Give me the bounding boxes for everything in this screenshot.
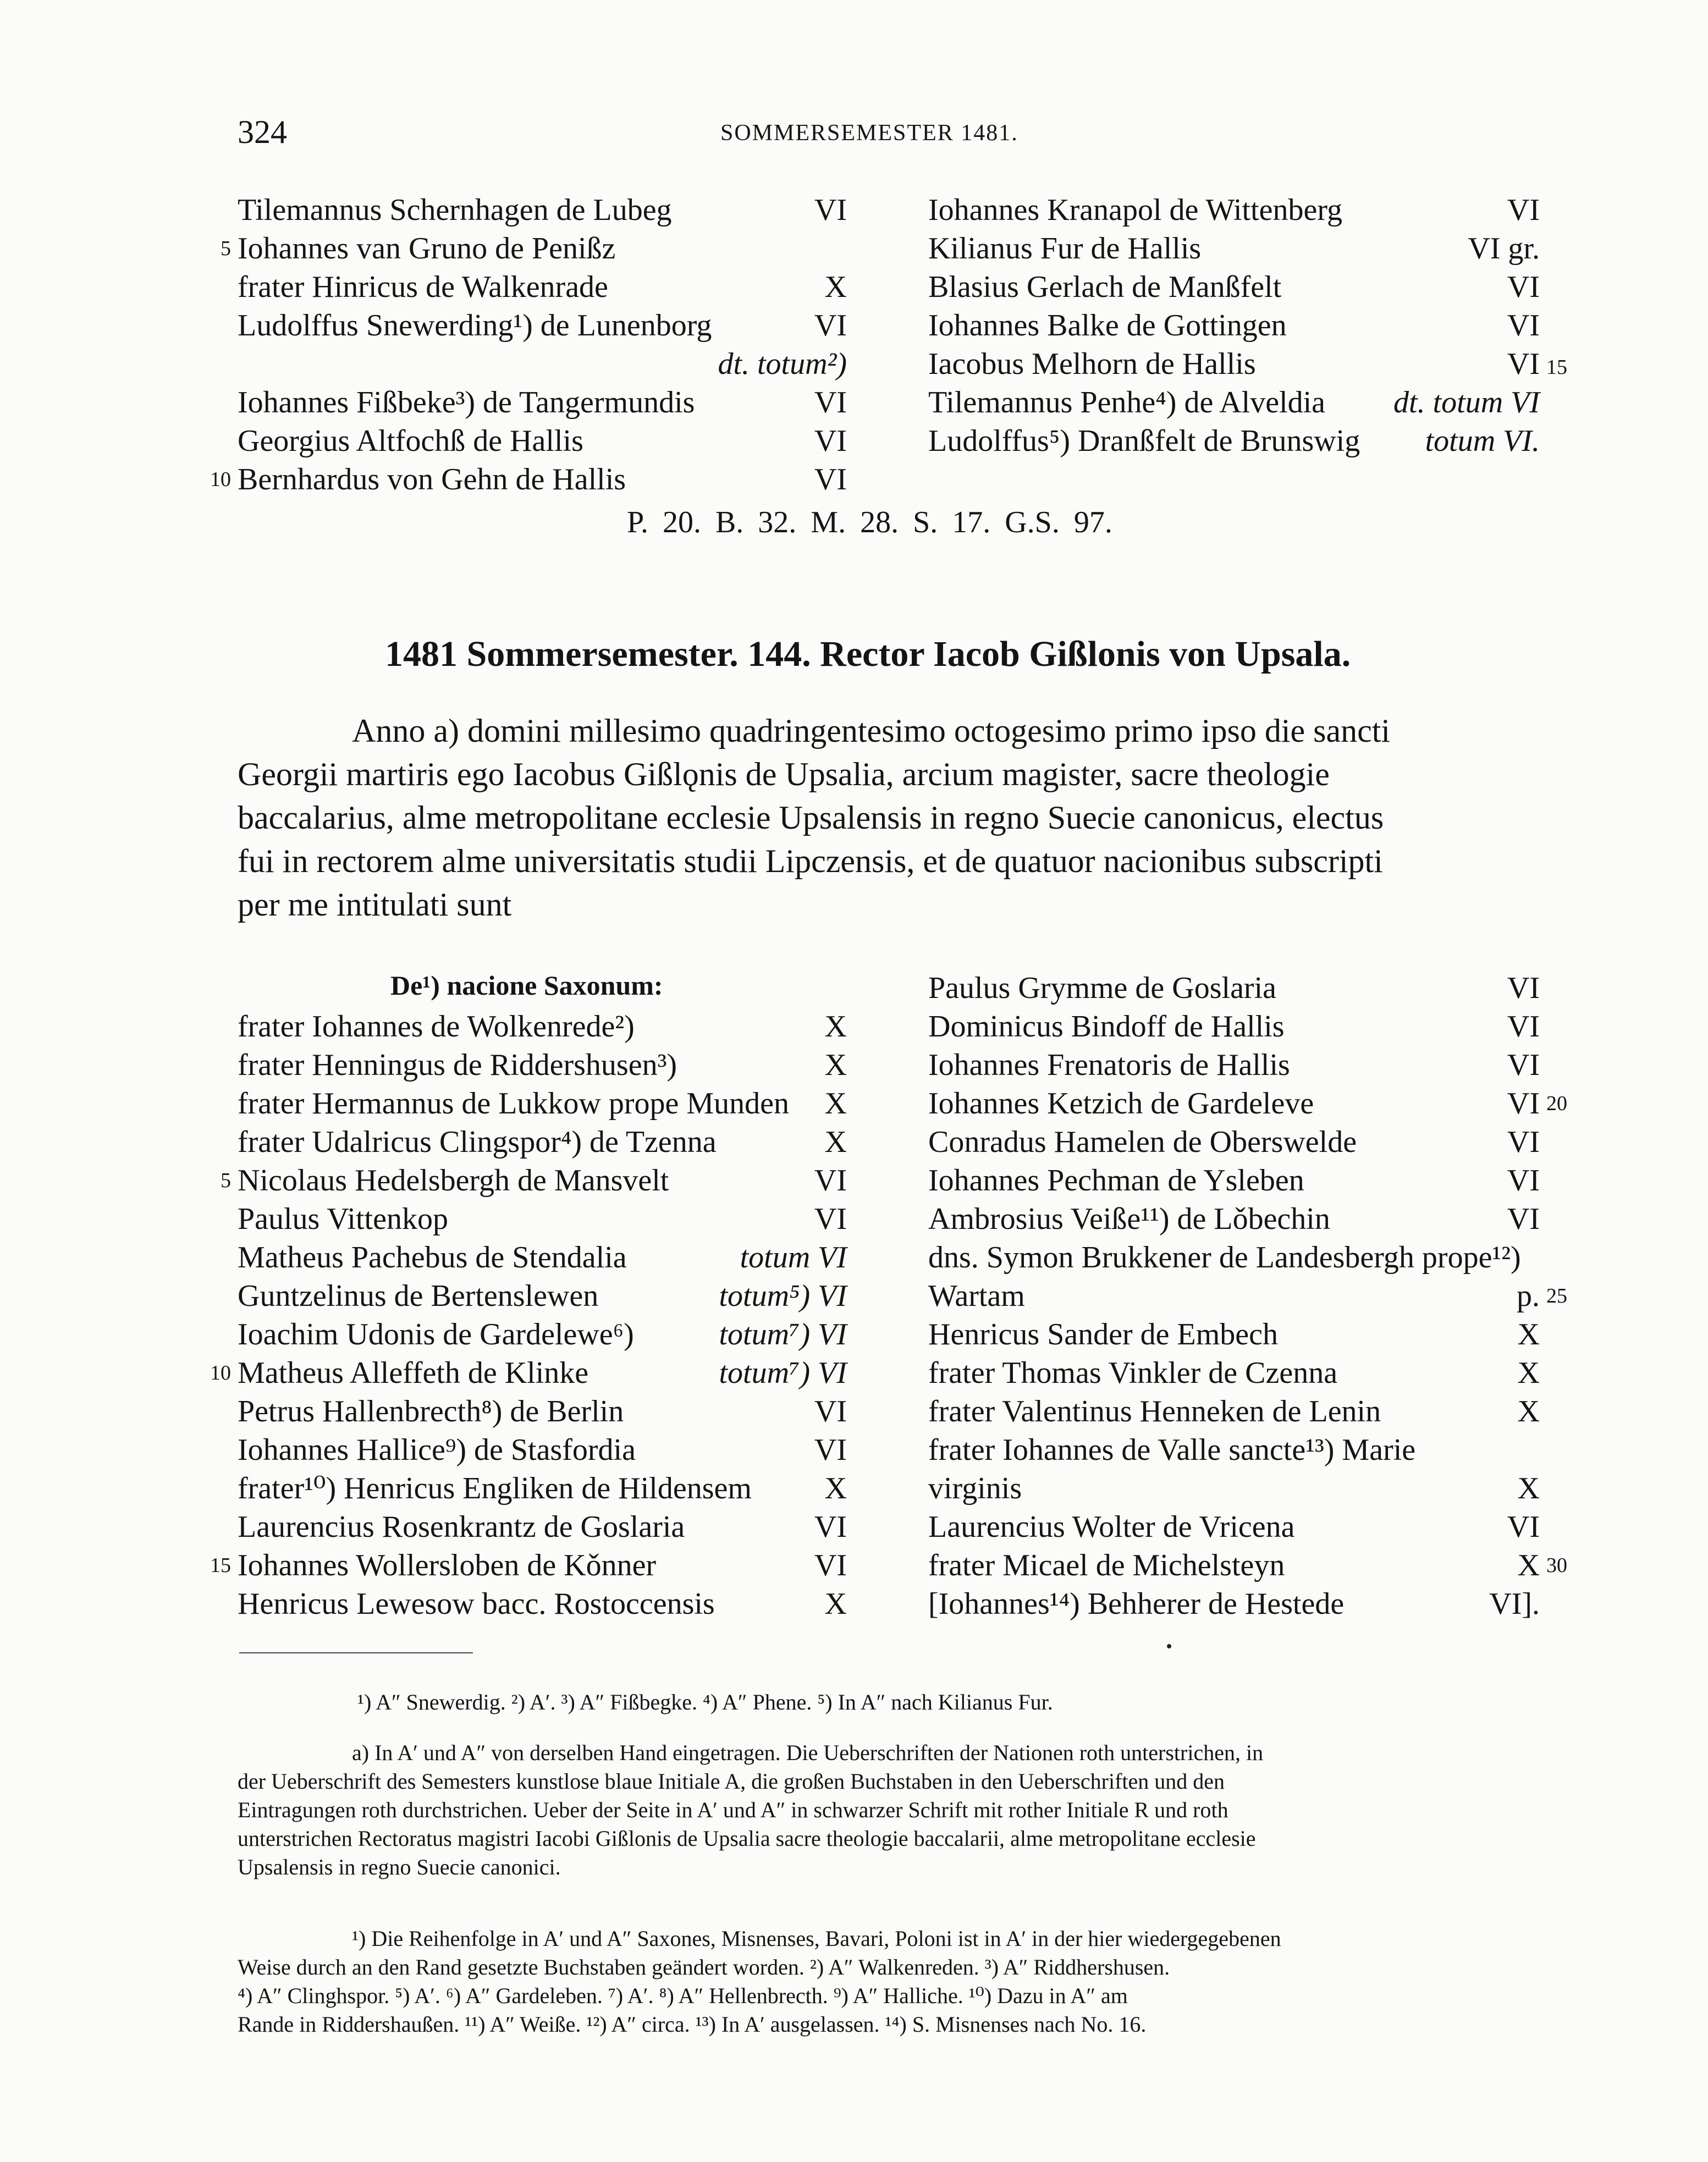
entry-name: Ludolffus⁵) Dranßfelt de Brunswig (928, 424, 1360, 458)
line-number: 30 (1546, 1554, 1567, 1577)
entry-name: Petrus Hallenbrecth⁸) de Berlin (238, 1394, 624, 1429)
entry-name: frater Thomas Vinkler de Czenna (928, 1356, 1338, 1390)
line-number: 15 (1546, 356, 1567, 379)
entry-name: Guntzelinus de Bertenslewen (238, 1279, 599, 1313)
entry-fee: VI (1507, 193, 1540, 227)
entry-fee: VI (814, 1202, 847, 1236)
entry-fee: VI (814, 1163, 847, 1198)
entry-name: Laurencius Wolter de Vricena (928, 1510, 1295, 1544)
entry-fee: X (824, 1125, 847, 1159)
entry-name: Henricus Sander de Embech (928, 1317, 1278, 1352)
entry-name: [Iohannes¹⁴) Behherer de Hestede (928, 1587, 1345, 1621)
entry-name: Ambrosius Veiße¹¹) de Lǒbechin (928, 1202, 1330, 1236)
entry-fee (1254, 1431, 1540, 1469)
entry-fee: X (1517, 1394, 1540, 1429)
entry-name: Conradus Hamelen de Obersweldе (928, 1125, 1357, 1159)
entry-fee: X (824, 1471, 847, 1505)
entry-fee (561, 229, 847, 268)
entry-name: Iohannes van Gruno de Penißz (238, 231, 616, 266)
entry-fee: dt. totum VI (1393, 385, 1540, 420)
line-number: 5 (221, 237, 231, 260)
intro-line: fui in rectorem alme universitatis studii Lipczensis, et de quatuor nacionibus subscripti (238, 843, 1383, 879)
entry-name: Nicolaus Hedelsbergh de Mansvelt (238, 1163, 669, 1198)
entry-fee: X (1517, 1317, 1540, 1352)
entry-name: Blasius Gerlach de Manßfelt (928, 270, 1282, 304)
entry-name: Bernhardus von Gehn de Hallis (238, 462, 626, 497)
entry-name: frater¹⁰) Henricus Engliken de Hildensem (238, 1471, 752, 1505)
entry-fee: VI (814, 1510, 847, 1544)
footnote-line: unterstrichen Rectoratus magistri Iacobi Gißlonis de Upsalia sacre theologie baccalarii, alme metropolitane ecclesie (238, 1826, 1256, 1851)
line-number: 10 (210, 468, 231, 491)
entry-fee: VI (1507, 1048, 1540, 1082)
entry-fee: VI (814, 1394, 847, 1429)
entry-name: frater Valentinus Henneken de Lenin (928, 1394, 1381, 1429)
footnote-line: Rande in Riddershaußen. ¹¹) A″ Weiße. ¹²) A″ circa. ¹³) In A′ ausgelassen. ¹⁴) S. Misnenses nach No. 16. (238, 2012, 1147, 2037)
entry-name: Laurencius Rosenkrantz de Goslaria (238, 1510, 685, 1544)
entry-name: Iohannes Frenatoris de Hallis (928, 1048, 1290, 1082)
entry-fee: VI gr. (1468, 231, 1540, 266)
intro-line: baccalarius, alme metropolitane ecclesie Upsalensis in regno Suecie canonicus, electus (238, 799, 1384, 836)
entry-fee: totum⁵) VI (719, 1279, 847, 1313)
entry-fee: totum⁷) VI (719, 1317, 847, 1352)
entry-name: Iohannes Kranapol de Wittenberg (928, 193, 1342, 227)
entry-fee: dt. totum²) (718, 347, 847, 381)
entry-fee: X (1517, 1356, 1540, 1390)
line-number: 25 (1546, 1284, 1567, 1308)
entry-fee: X (824, 1048, 847, 1082)
running-title: SOMMERSEMESTER 1481. (720, 120, 1018, 146)
page-number: 324 (238, 114, 287, 150)
entry-name: Tilemannus Penhe⁴) de Alveldia (928, 385, 1326, 420)
footnote-line: Eintragungen roth durchstrichen. Ueber der Seite in A′ und A″ in schwarzer Schrift mit rother Initiale R und roth (238, 1797, 1228, 1822)
entry-fee: VI (814, 424, 847, 458)
entry-fee: VI (814, 385, 847, 420)
footnote-line: der Ueberschrift des Semesters kunstlose blaue Initiale A, die großen Buchstaben in den Ueberschriften und den (238, 1769, 1225, 1794)
entry-fee: VI (814, 462, 847, 497)
intro-line: Georgii martiris ego Iacobus Gißlǫnis de Upsalia, arcium magister, sacre theologie (238, 756, 1330, 792)
entry-name: Iohannes Balke de Gottingen (928, 308, 1287, 343)
entry-name: Iohannes Wollersloben de Kǒnner (238, 1548, 657, 1582)
entry-name: Ludolffus Snewerding¹) de Lunenborg (238, 308, 712, 343)
footnote-line: Upsalensis in regno Suecie canonici. (238, 1855, 561, 1879)
line-number: 10 (210, 1361, 231, 1385)
entry-name: Iacobus Melhorn de Hallis (928, 347, 1256, 381)
line-number: 20 (1546, 1092, 1567, 1115)
entry-fee: X (824, 1587, 847, 1621)
entry-fee: VI]. (1489, 1587, 1540, 1621)
entry-name: Matheus Alleffeth de Klinke (238, 1356, 589, 1390)
entry-name: Georgius Altfochß de Hallis (238, 424, 583, 458)
entry-fee: X (824, 1086, 847, 1121)
section-title: 1481 Sommersemester. 144. Rector Iacob Gißlonis von Upsala. (385, 634, 1351, 674)
entry-fee: totum⁷) VI (719, 1356, 847, 1390)
footnotes-first: ¹) A″ Snewerdig. ²) A′. ³) A″ Fißbegke. ⁴) A″ Phene. ⁵) In A″ nach Kilianus Fur. (357, 1690, 1053, 1714)
entry-name: frater Micael de Michelsteyn (928, 1548, 1285, 1582)
entry-fee: totum VI. (1425, 424, 1540, 458)
entry-fee: VI (814, 1548, 847, 1582)
entry-fee: VI (1507, 1125, 1540, 1159)
entry-name: virginis (928, 1471, 1022, 1505)
entry-fee: VI (1507, 1086, 1540, 1121)
entry-fee: VI (814, 308, 847, 343)
entry-fee: VI (1507, 347, 1540, 381)
entry-fee: totum VI (740, 1240, 847, 1275)
entry-name: Dominicus Bindoff de Hallis (928, 1010, 1285, 1044)
entry-name: Iohannes Pechman de Ysleben (928, 1163, 1304, 1198)
entry-name: Iohannes Ketzich de Gardeleve (928, 1086, 1314, 1121)
entry-name: frater Hinricus de Walkenrade (238, 270, 608, 304)
entry-name: Iohannes Fißbeke³) de Tangermundis (238, 385, 695, 420)
entry-fee: VI (814, 193, 847, 227)
entry-name: Tilemannus Schernhagen de Lubeg (238, 193, 672, 227)
entry-fee: X (1517, 1548, 1540, 1582)
entry-fee (1254, 1238, 1540, 1277)
entry-fee: VI (1507, 270, 1540, 304)
entry-name: frater Hermannus de Lukkow prope Munden (238, 1086, 790, 1121)
entry-name: frater Iohannes de Valle sancte¹³) Marie (928, 1433, 1416, 1467)
entry-name: frater Iohannes de Wolkenrede²) (238, 1010, 635, 1044)
entry-fee: VI (1507, 1010, 1540, 1044)
footnote-line: ¹) Die Reihenfolge in A′ und A″ Saxones, Misnenses, Bavari, Poloni ist in A′ in der hier wiedergegebenen (352, 1926, 1281, 1951)
line-number: 15 (210, 1554, 231, 1577)
entry-name: Wartam (928, 1279, 1025, 1313)
nation-heading: De¹) nacione Saxonum: (390, 970, 663, 1001)
entry-fee: p. (1517, 1279, 1540, 1313)
entry-name: frater Udalricus Clingspor⁴) de Tzenna (238, 1125, 717, 1159)
ink-speck (1167, 1644, 1171, 1648)
footnote-line: a) In A′ und A″ von derselben Hand eingetragen. Die Ueberschriften der Nationen roth unterstrichen, in (352, 1740, 1264, 1765)
entry-name: Matheus Pachebus de Stendalia (238, 1240, 627, 1275)
entry-name: Henricus Lewesow bacc. Rostoccensis (238, 1587, 715, 1621)
entry-fee: X (824, 1010, 847, 1044)
footnote-line: Weise durch an den Rand gesetzte Buchstaben geändert worden. ²) A″ Walkenreden. ³) A″ Riddhershusen. (238, 1955, 1170, 1979)
entry-name: Paulus Grymme de Goslaria (928, 971, 1276, 1005)
entry-name: Ioachim Udonis de Gardelewe⁶) (238, 1317, 634, 1352)
entry-name: Paulus Vittenkop (238, 1202, 448, 1236)
entry-fee: VI (1507, 308, 1540, 343)
entry-fee: VI (1507, 1163, 1540, 1198)
intro-line: per me intitulati sunt (238, 886, 512, 923)
footnote-separator (239, 1652, 473, 1653)
entry-fee: X (1517, 1471, 1540, 1505)
entry-name: Kilianus Fur de Hallis (928, 231, 1202, 266)
entry-name: Iohannes Hallice⁹) de Stasfordia (238, 1433, 636, 1467)
entry-fee: VI (1507, 1202, 1540, 1236)
intro-line: Anno a) domini millesimo quadringentesimo octogesimo primo ipso die sancti (352, 713, 1391, 749)
matriculation-summary: P. 20. B. 32. M. 28. S. 17. G.S. 97. (627, 505, 1112, 539)
entry-fee: VI (1507, 1510, 1540, 1544)
entry-name: frater Henningus de Riddershusen³) (238, 1048, 677, 1082)
footnote-line: ⁴) A″ Clinghspor. ⁵) A′. ⁶) A″ Gardeleben. ⁷) A′. ⁸) A″ Hellenbrecth. ⁹) A″ Halliche. ¹⁰) Dazu in A″ am (238, 1983, 1128, 2008)
line-number: 5 (221, 1169, 231, 1192)
entry-name: dns. Symon Brukkener de Landesbergh prope¹²) (928, 1240, 1521, 1275)
entry-fee: VI (1507, 971, 1540, 1005)
entry-fee: VI (814, 1433, 847, 1467)
entry-fee: X (824, 270, 847, 304)
